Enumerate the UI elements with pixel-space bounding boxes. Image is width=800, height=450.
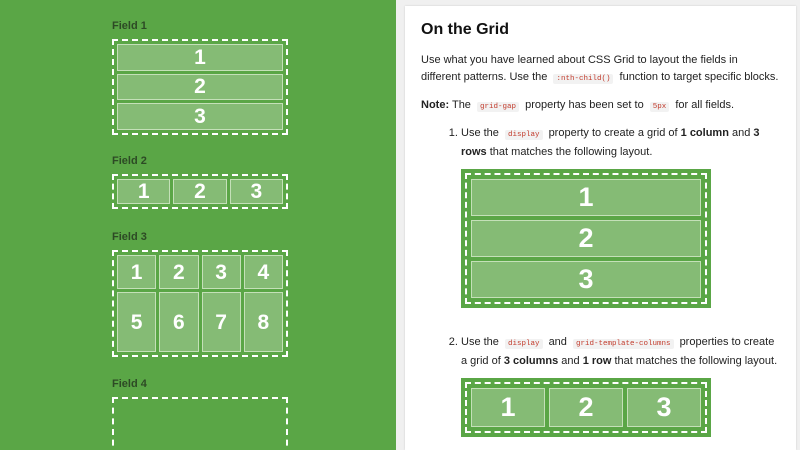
step-2-demo [461, 378, 711, 437]
intro-text-1: Use what you have learned about CSS Grid to layout the fields in different patterns. Use the [421, 54, 738, 83]
step-2-demo-block-2: 2 [549, 388, 623, 427]
step-1-text-3: and [732, 127, 751, 139]
step-2-text-4: and [561, 355, 580, 367]
step-1-demo-block-3: 3 [471, 261, 701, 298]
field-3-label: Field 3 [112, 231, 147, 243]
field-3-block-3: 3 [202, 255, 241, 289]
intro-text-2: function to target specific blocks. [619, 71, 779, 83]
instructions-panel[interactable] [405, 6, 796, 450]
field-3-block-7: 7 [202, 292, 241, 352]
field-3-block-5: 5 [117, 292, 156, 352]
step-2-demo-block-1: 1 [471, 388, 545, 427]
note-text-1: The [451, 99, 471, 111]
step-1-text-4: that matches the following layout. [489, 146, 653, 158]
field-1-block-3: 3 [117, 103, 283, 130]
step-2-bold-2: 1 row [582, 355, 612, 367]
steps-list [421, 125, 780, 437]
field-1 [112, 39, 288, 135]
step-2-code-1: display [505, 339, 543, 349]
field-3-block-4: 4 [244, 255, 283, 289]
field-3 [112, 250, 288, 357]
step-1-demo-block-2: 2 [471, 220, 701, 257]
step-2 [461, 334, 780, 437]
step-1-code: display [505, 130, 543, 140]
grid-playground [0, 0, 396, 450]
field-1-block-1: 1 [117, 44, 283, 71]
field-2 [112, 174, 288, 209]
note-text-3: for all fields. [675, 99, 735, 111]
field-2-block-2: 2 [173, 179, 226, 204]
step-2-text-1: Use the [461, 336, 499, 348]
field-1-label: Field 1 [112, 20, 147, 32]
note-code: grid-gap [477, 102, 519, 112]
step-2-bold-1: 3 columns [503, 355, 559, 367]
field-3-block-6: 6 [159, 292, 198, 352]
step-1-demo [461, 169, 711, 308]
step-2-demo-grid [465, 382, 707, 433]
step-2-text-2: and [548, 336, 567, 348]
step-1-bold-1: 1 column [680, 127, 729, 139]
step-1-text-1: Use the [461, 127, 499, 139]
field-4 [112, 397, 288, 450]
intro-paragraph [421, 52, 780, 88]
step-1-text-2: property to create a grid of [548, 127, 678, 139]
step-1-bold-2: 3 rows [461, 127, 760, 158]
step-2-text-5: that matches the following layout. [614, 355, 778, 367]
field-3-block-2: 2 [159, 255, 198, 289]
field-2-block-3: 3 [230, 179, 283, 204]
step-1 [461, 125, 780, 308]
intro-code: :nth-child() [553, 74, 613, 84]
step-2-code-2: grid-template-columns [573, 339, 674, 349]
note-label: Note: [421, 99, 450, 111]
field-1-block-2: 2 [117, 74, 283, 101]
field-2-label: Field 2 [112, 155, 147, 167]
page-title: On the Grid [421, 21, 509, 38]
step-1-demo-grid [465, 173, 707, 304]
step-2-text-3: properties to create a grid of [461, 336, 775, 367]
note-text-2: property has been set to [525, 99, 644, 111]
field-3-block-8: 8 [244, 292, 283, 352]
field-4-label: Field 4 [112, 378, 147, 390]
field-2-block-1: 1 [117, 179, 170, 204]
note-code-2: 5px [650, 102, 670, 112]
note-paragraph [421, 97, 780, 116]
step-1-demo-block-1: 1 [471, 179, 701, 216]
field-3-block-1: 1 [117, 255, 156, 289]
step-2-demo-block-3: 3 [627, 388, 701, 427]
